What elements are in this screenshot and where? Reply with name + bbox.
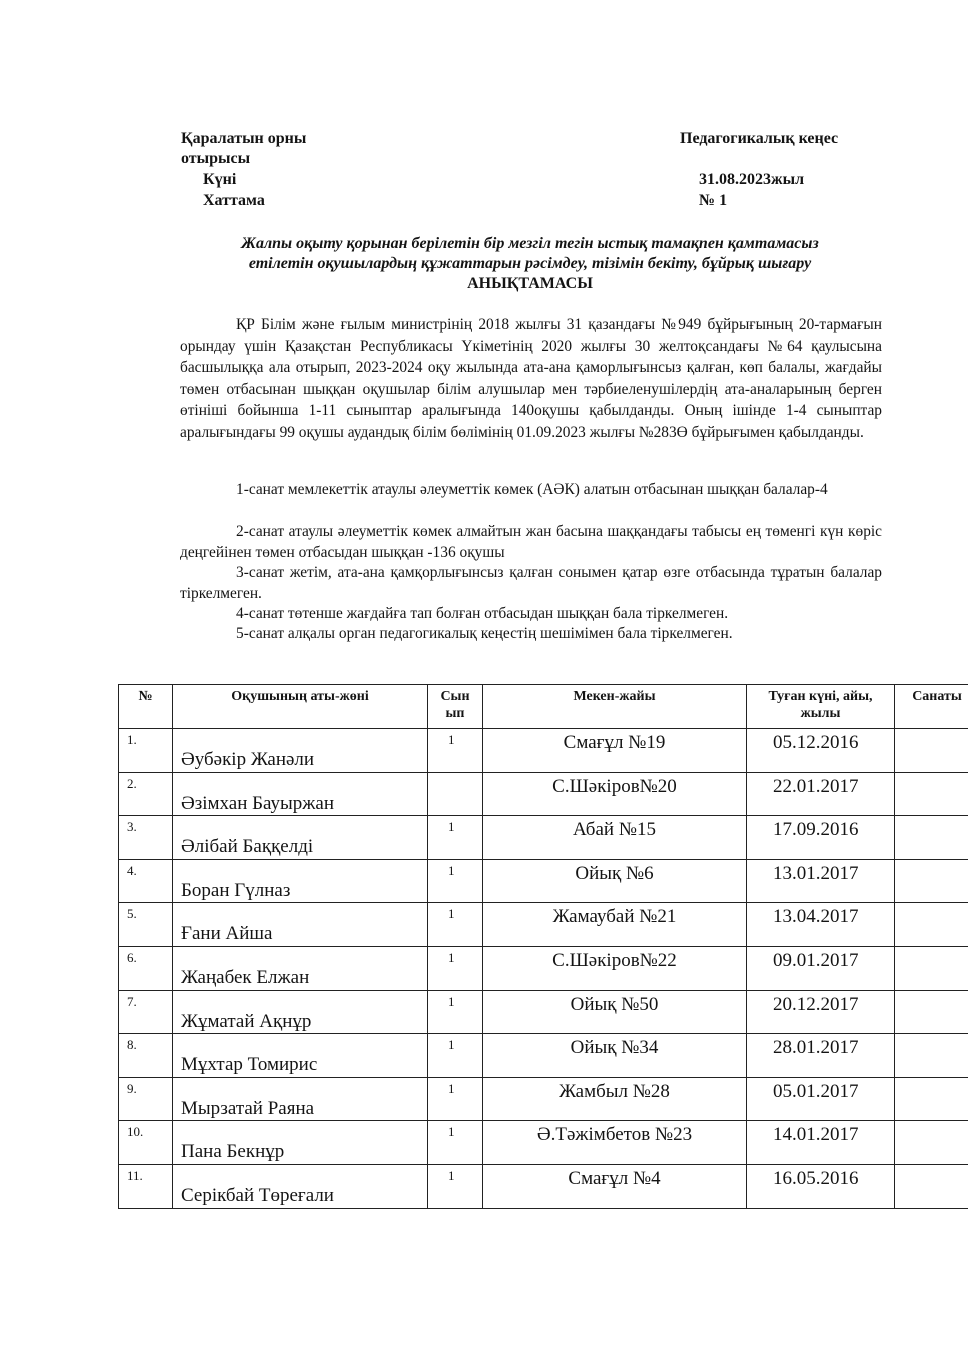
table-row xyxy=(119,859,968,903)
student-address: Ойық №6 xyxy=(575,862,654,884)
category-4 xyxy=(180,604,882,625)
row-number: 1. xyxy=(127,732,137,747)
category-1 xyxy=(180,480,882,501)
student-birth-date: 13.04.2017 xyxy=(773,906,859,928)
header-birth-date xyxy=(747,685,895,729)
category-5-text: 5-санат алқалы орган педагогикалық кеңестің шешімімен бала тіркелмеген. xyxy=(236,625,733,642)
student-address: Смағұл №4 xyxy=(568,1167,661,1189)
header-category: Санаты xyxy=(895,685,968,729)
row-number: 3. xyxy=(127,819,137,835)
protocol-number: № 1 xyxy=(699,192,728,209)
student-address: Жамбыл №28 xyxy=(559,1080,670,1102)
student-birth-date: 28.01.2017 xyxy=(773,1037,859,1059)
student-birth-date: 14.01.2017 xyxy=(773,1124,859,1146)
student-grade: 1 xyxy=(448,1124,455,1140)
student-birth-date: 16.05.2016 xyxy=(773,1167,859,1189)
header-number: № xyxy=(119,685,173,729)
row-number: 10. xyxy=(127,1124,144,1140)
student-name: Жаңабек Елжан xyxy=(181,966,310,988)
document-title-heading: АНЫҚТАМАСЫ xyxy=(467,275,593,292)
category-5 xyxy=(180,624,882,645)
table-row xyxy=(119,1164,968,1208)
student-address: Смағұл №19 xyxy=(563,732,666,753)
header-name: Оқушының аты-жөні xyxy=(173,685,428,729)
student-birth-date: 20.12.2017 xyxy=(773,993,859,1015)
header-grade-line2: ып xyxy=(445,706,465,721)
row-number: 11. xyxy=(127,1167,143,1183)
student-grade xyxy=(428,773,482,776)
table-row xyxy=(119,772,968,816)
student-grade: 1 xyxy=(448,1037,455,1053)
student-grade: 1 xyxy=(448,906,455,922)
row-number: 2. xyxy=(127,775,137,791)
venue-label: Қаралатын орны xyxy=(181,130,307,147)
category-2-text: 2-санат атаулы әлеуметтік көмек алмайтын жан басына шаққандағы табысы ең төменгі күн көріс деңгейінен төмен отбасыдан шыққан -136 оқушы xyxy=(180,523,882,561)
row-number: 6. xyxy=(127,949,137,965)
student-birth-date: 05.01.2017 xyxy=(773,1080,859,1102)
category-4-text: 4-санат төтенше жағдайға тап болған отбасыдан шыққан бала тіркелмеген. xyxy=(236,605,729,622)
student-address: Ойық №34 xyxy=(570,1037,659,1059)
table-header-row xyxy=(119,685,968,729)
student-grade: 1 xyxy=(448,1080,455,1096)
table-row xyxy=(119,990,968,1034)
student-name: Серікбай Төреғали xyxy=(181,1184,334,1206)
student-birth-date: 05.12.2016 xyxy=(773,732,859,753)
student-address: С.Шәкіров№20 xyxy=(552,775,677,797)
student-name: Мұхтар Томирис xyxy=(181,1054,318,1076)
student-grade: 1 xyxy=(448,862,455,878)
header-grade-line1: Сын xyxy=(440,689,470,704)
document-title-line1: Жалпы оқыту қорынан берілетін бір мезгіл тегін ыстық тамақпен қамтамасыз xyxy=(241,235,819,252)
student-name: Мырзатай Раяна xyxy=(181,1097,315,1119)
student-grade: 1 xyxy=(448,819,455,835)
table-row xyxy=(119,946,968,990)
student-grade: 1 xyxy=(448,1167,455,1183)
student-address: Абай №15 xyxy=(573,819,656,841)
header-birth-line2: жылы xyxy=(800,706,841,721)
category-2 xyxy=(180,522,882,563)
students-table xyxy=(118,684,968,1209)
council-name: Педагогикалық кеңес xyxy=(680,130,839,147)
student-birth-date: 17.09.2016 xyxy=(773,819,859,841)
student-name: Ғани Айша xyxy=(181,923,273,945)
table-row xyxy=(119,1034,968,1078)
student-name: Әубәкір Жанәли xyxy=(181,749,315,770)
category-1-text: 1-санат мемлекеттік атаулы әлеуметтік көмек (АӘК) алатын отбасынан шыққан балалар-4 xyxy=(236,481,828,498)
student-address: Ойық №50 xyxy=(570,993,659,1015)
table-row xyxy=(119,816,968,860)
student-name: Жұматай Ақнұр xyxy=(181,1010,312,1032)
student-birth-date: 09.01.2017 xyxy=(773,949,859,971)
table-row xyxy=(119,1121,968,1165)
session-label: отырысы xyxy=(181,150,251,167)
row-number: 5. xyxy=(127,906,137,922)
row-number: 4. xyxy=(127,862,137,878)
document-title-line2: етілетін оқушылардың құжаттарын рәсімдеу, тізімін бекіту, бұйрық шығару xyxy=(248,255,812,272)
intro-text: ҚР Білім және ғылым министрінің 2018 жылғы 31 қазандағы №949 бұйрығының 20-тармағын орындау үшін Қазақстан Республикасы Үкіметінің 2020 жылғы 30 желтоқсандағы №64 қаулысына басшылыққа ала отырып, 2023-2024 оқу жылында ата-ана қаморлығынсыз қалған, көп балалы, жағдайы төмен отбасынан шыққан оқушылар білім алушылар мен тәрбиеленушілердің ата-аналарының берген өтініші бойынша 1-11 сыныптар аралығында 140оқушы қабылданды. Оның ішінде 1-4 сыныптар аралығындағы 99 оқушы аудандық білім бөлімінің 01.09.2023 жылғы №283Ө бұйрығымен қабылданды. xyxy=(180,316,882,441)
header-birth-line1: Туған күні, айы, xyxy=(768,689,873,704)
student-name: Боран Гүлназ xyxy=(181,879,291,901)
meeting-date: 31.08.2023жыл xyxy=(699,171,805,188)
row-number: 8. xyxy=(127,1037,137,1053)
intro-paragraph xyxy=(180,314,882,444)
student-grade: 1 xyxy=(448,949,455,965)
student-grade: 1 xyxy=(448,732,455,747)
student-name: Әзімхан Бауыржан xyxy=(181,792,335,814)
row-number: 9. xyxy=(127,1080,137,1096)
table-row xyxy=(119,1077,968,1121)
student-name: Пана Бекнұр xyxy=(181,1141,285,1163)
student-birth-date: 22.01.2017 xyxy=(773,775,859,797)
category-3 xyxy=(180,563,882,604)
student-address: Жамаубай №21 xyxy=(552,906,677,928)
table-row xyxy=(119,729,968,773)
student-birth-date: 13.01.2017 xyxy=(773,862,859,884)
header-address: Мекен-жайы xyxy=(483,685,747,729)
date-label: Күні xyxy=(203,171,237,188)
row-number: 7. xyxy=(127,993,137,1009)
student-address: Ә.Тәжімбетов №23 xyxy=(536,1124,693,1146)
student-grade: 1 xyxy=(448,993,455,1009)
student-name: Әлібай Баққелді xyxy=(181,836,314,858)
student-address: С.Шәкіров№22 xyxy=(552,949,677,971)
table-row xyxy=(119,903,968,947)
category-3-text: 3-санат жетім, ата-ана қамқорлығынсыз қалған сонымен қатар өзге отбасында тұратын балалар тіркелмеген. xyxy=(180,564,882,602)
protocol-label: Хаттама xyxy=(203,192,265,209)
header-grade xyxy=(428,685,483,729)
